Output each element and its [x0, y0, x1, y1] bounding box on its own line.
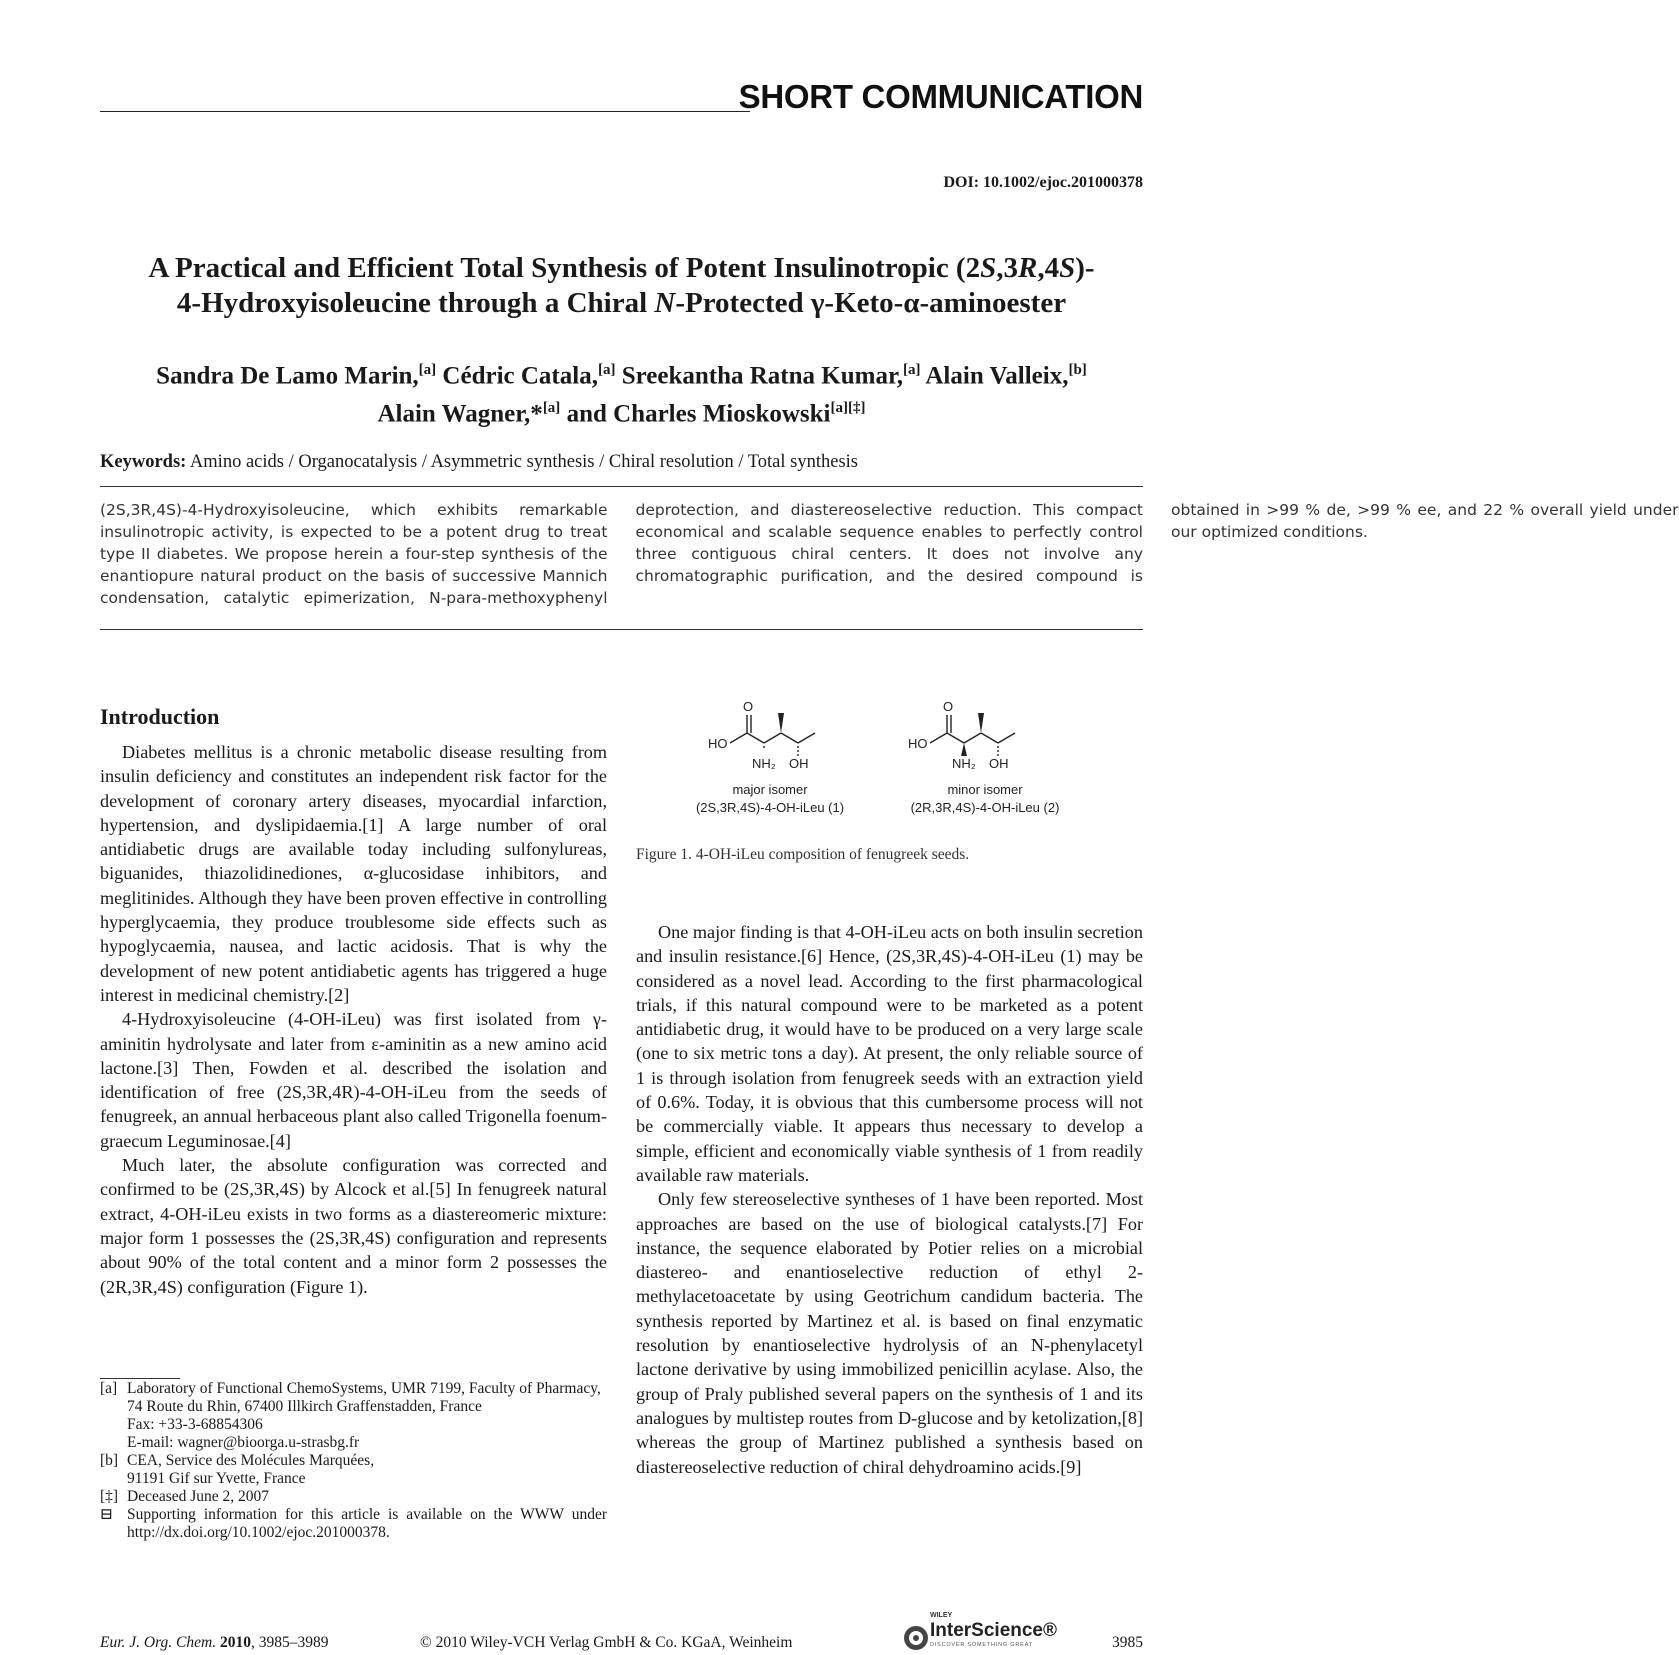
wedge-bond — [978, 713, 984, 733]
author-list: Sandra De Lamo Marin,[a] Cédric Catala,[a] Sreekantha Ratna Kumar,[a] Alain Valleix,[b] Alain Wagner,*[a] and Charles Mioskowski[a][‡] — [156, 362, 1087, 428]
page-number: 3985 — [1112, 1634, 1143, 1651]
atom-label: O — [943, 699, 954, 714]
footnotes — [100, 1380, 607, 1542]
doi: DOI: 10.1002/ejoc.201000378 — [943, 174, 1143, 191]
copyright: © 2010 Wiley-VCH Verlag GmbH & Co. KGaA, Weinheim — [420, 1634, 793, 1651]
computer-icon: ⊟ — [100, 1506, 113, 1523]
paragraph: 4-Hydroxyisoleucine (4-OH-iLeu) was first isolated from γ-aminitin hydrolysate and later from ε-aminitin as a new amino acid lactone.[3] Then, Fowden et al. described the isolation and identification of free (2S,3R,4R)-4-OH-iLeu from the seeds of fenugreek, an annual herbaceous plant also called Trigonella foenum-graecum Leguminosae.[4] — [100, 1009, 607, 1151]
keywords: Keywords: Amino acids / Organocatalysis / Asymmetric synthesis / Chiral resolution / Total synthesis — [100, 452, 859, 472]
author: Sandra De Lamo Marin, — [156, 362, 419, 390]
header-rule — [100, 111, 750, 112]
paragraph: Only few stereoselective syntheses of 1 have been reported. Most approaches are based on the use of biological catalysts.[7] For instance, the sequence elaborated by Potier relies on a microbial diastereo- and enantioselective reduction of ethyl 2-methylacetoacetate by using Geotrichum candidum bacteria. The synthesis reported by Martinez et al. is based on final enzymatic resolution by enantioselective hydrolysis of an N-phenylacetyl lactone derivative by using immobilized penicillin acylase. Also, the group of Praly published several papers on the synthesis of 1 and its analogues by multistep routes from D-glucose and by ketolization,[8] whereas the group of Martinez published a synthesis based on diastereoselective reduction of chiral dehydroamino acids.[9] — [636, 1189, 1143, 1477]
footnote-supporting-info[interactable]: ⊟ Supporting information for this article is available on the WWW under http://dx.doi.org/10.1002/ejoc.201000378. — [100, 1506, 607, 1541]
journal-citation: Eur. J. Org. Chem. 2010, 3985–3989 — [100, 1634, 329, 1651]
left-column — [100, 740, 607, 1299]
footnote: 74 Route du Rhin, 67400 Illkirch Graffenstadden, France — [127, 1398, 482, 1415]
author: Sreekantha Ratna Kumar, — [615, 362, 903, 390]
atom-label: NH₂ — [752, 756, 776, 771]
paragraph: Much later, the absolute configuration was corrected and confirmed to be (2S,3R,4S) by Alcock et al.[5] In fenugreek natural extract, 4-OH-iLeu exists in two forms as a diastereomeric mixture: major form 1 possesses the (2S,3R,4S) configuration and represents about 90% of the total content and a minor form 2 possesses the (2R,3R,4S) configuration (Figure 1). — [100, 1155, 607, 1297]
right-column — [636, 920, 1143, 1479]
abstract — [100, 499, 1679, 611]
keywords-rule — [100, 486, 1143, 487]
footnote: Fax: +33-3-68854306 — [127, 1416, 263, 1433]
atom-label: O — [743, 699, 754, 714]
wedge-bond — [778, 713, 784, 733]
paragraph: One major finding is that 4-OH-iLeu acts on both insulin secretion and insulin resistance.[6] Hence, (2S,3R,4S)-4-OH-iLeu (1) may be considered as a novel lead. According to the first pharmacological trials, if this natural compound were to be marketed as a potent antidiabetic drug, it would have to be produced on a very large scale (one to six metric tons a day). At present, the only reliable source of 1 is through isolation from fenugreek seeds with an extraction yield of 0.6%. Today, it is obvious that this cumbersome process will not be commercially viable. It appears thus necessary to develop a simple, efficient and economically viable synthesis of 1 from readily available raw materials. — [636, 922, 1143, 1185]
abstract-rule — [100, 629, 1143, 630]
author: Alain Wagner,* — [377, 400, 543, 428]
footnote: E-mail: wagner@bioorga.u-strasbg.fr — [127, 1434, 360, 1451]
footnote: [b] CEA, Service des Molécules Marquées, — [100, 1452, 375, 1469]
abstract-text: (2S,3R,4S)-4-Hydroxyisoleucine, which exhibits remarkable insulinotropic activity, is expected to be a potent drug to treat type II diabetes. We propose herein a four-step synthesis of the enantiopure natural product on the basis of successive Mannich condensation, catalytic epimerization, N-para-methoxyphenyl deprotection, and diastereoselective reduction. This compact economical and scalable sequence enables to perfectly control three contiguous chiral centers. It does not involve any chromatographic purification, and the desired compound is obtained in >99 % de, >99 % ee, and 22 % overall yield under our optimized conditions. — [100, 501, 1679, 607]
wedge-bond — [961, 743, 967, 756]
logo-tagline: DISCOVER SOMETHING GREAT — [930, 1642, 1033, 1648]
atom-label: NH₂ — [952, 756, 976, 771]
isomer-label: minor isomer — [947, 782, 1023, 797]
author: Alain Valleix, — [920, 362, 1069, 390]
footnote: [a] Laboratory of Functional ChemoSystems, UMR 7199, Faculty of Pharmacy, — [100, 1380, 601, 1397]
atom-label: HO — [908, 736, 928, 751]
author: and Charles Mioskowski — [560, 400, 831, 428]
isomer-label: major isomer — [732, 782, 808, 797]
footnote: 91191 Gif sur Yvette, France — [127, 1470, 306, 1487]
isomer-label: (2R,3R,4S)-4-OH-iLeu (2) — [910, 800, 1060, 815]
atom-label: OH — [989, 756, 1009, 771]
figure-structures — [695, 698, 1100, 828]
footnote: [‡] Deceased June 2, 2007 — [100, 1488, 270, 1505]
author: Cédric Catala, — [436, 362, 598, 390]
footnote-rule — [100, 1378, 180, 1379]
figure-caption: Figure 1. 4-OH-iLeu composition of fenugreek seeds. — [636, 846, 970, 863]
section-heading: Introduction — [100, 704, 220, 729]
paragraph: Diabetes mellitus is a chronic metabolic disease resulting from insulin deficiency and constitutes an independent risk factor for the development of coronary artery diseases, myocardial infarction, hypertension, and dyslipidaemia.[1] A large number of oral antidiabetic drugs are available today including sulfonylureas, biguanides, thiazolidinediones, α-glucosidase inhibitors, and meglitinides. Although they have been proven effective in controlling hyperglycaemia, they produce troublesome side effects such as hypoglycaemia, nausea, and lactic acidosis. That is why the development of new potent antidiabetic agents has triggered a huge interest in medicinal chemistry.[2] — [100, 742, 607, 1005]
section-label: SHORT COMMUNICATION — [738, 78, 1143, 115]
logo-interscience: InterScience® — [930, 1620, 1057, 1641]
article-title: A Practical and Efficient Total Synthesis of Potent Insulinotropic (2S,3R,4S)- 4-Hydroxyisoleucine through a Chiral N-Protected γ-Keto-α-aminoester — [148, 252, 1095, 319]
isomer-label: (2S,3R,4S)-4-OH-iLeu (1) — [695, 800, 845, 815]
atom-label: HO — [708, 736, 728, 751]
logo-wiley: WILEY — [930, 1612, 953, 1619]
atom-label: OH — [789, 756, 809, 771]
